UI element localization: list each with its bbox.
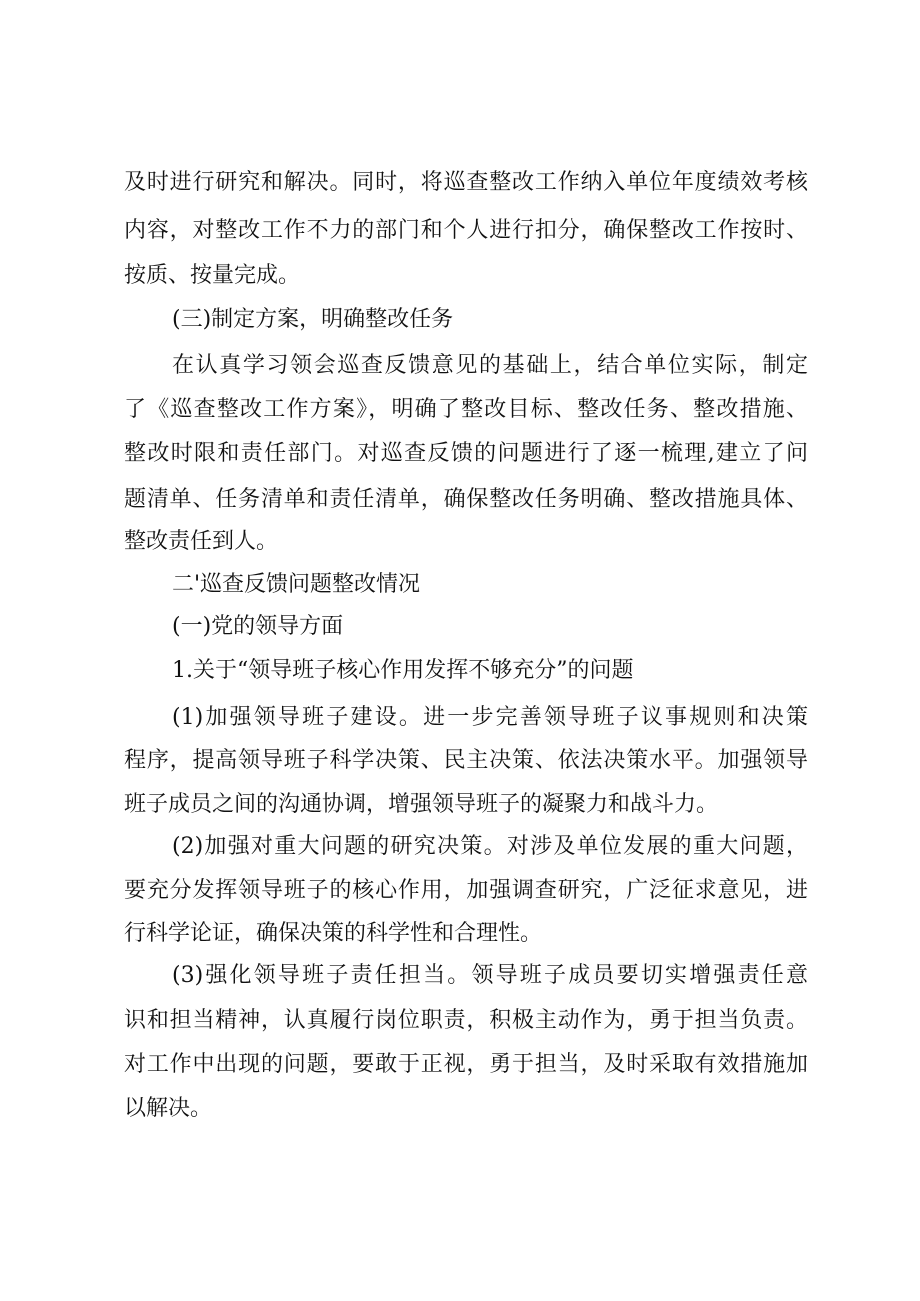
section-heading: (三)制定方案，明确整改任务 [172,307,454,332]
paragraph-line: 班子成员之间的沟通协调，增强领导班子的凝聚力和战斗力。 [124,792,719,817]
paragraph-line: 对工作中出现的问题，要敢于正视，勇于担当，及时采取有效措施加 [124,1052,808,1077]
paragraph-line: (2)加强对重大问题的研究决策。对涉及单位发展的重大问题， [172,834,808,859]
paragraph-line: (3)强化领导班子责任担当。领导班子成员要切实增强责任意 [172,963,808,988]
item-heading: 1.关于“领导班子核心作用发挥不够充分”的问题 [172,658,634,683]
paragraph-line: 行科学论证，确保决策的科学性和合理性。 [124,921,543,946]
paragraph-line: (1)加强领导班子建设。进一步完善领导班子议事规则和决策 [172,705,808,730]
paragraph-line: 整改责任到人。 [124,529,279,554]
paragraph-line: 及时进行研究和解决。同时，将巡查整改工作纳入单位年度绩效考核 [124,170,808,195]
paragraph-line: 整改时限和责任部门。对巡查反馈的问题进行了逐一梳理,建立了问 [124,441,808,466]
paragraph-line: 内容，对整改工作不力的部门和个人进行扣分，确保整改工作按时、 [124,218,808,243]
paragraph-line: 识和担当精神，认真履行岗位职责，积极主动作为，勇于担当负责。 [124,1008,808,1033]
paragraph-line: 在认真学习领会巡查反馈意见的基础上，结合单位实际，制定 [172,353,808,378]
paragraph-line: 了《巡查整改工作方案》，明确了整改目标、整改任务、整改措施、 [124,397,808,422]
paragraph-line: 题清单、任务清单和责任清单，确保整改任务明确、整改措施具体、 [124,487,808,512]
paragraph-line: 以解决。 [124,1096,213,1121]
subsection-heading: (一)党的领导方面 [172,614,344,639]
chapter-heading: 二'巡查反馈问题整改情况 [172,572,421,597]
paragraph-line: 程序，提高领导班子科学决策、民主决策、依法决策水平。加强领导 [124,748,808,773]
paragraph-line: 要充分发挥领导班子的核心作用，加强调查研究，广泛征求意见，进 [124,878,808,903]
paragraph-line: 按质、按量完成。 [124,263,301,288]
